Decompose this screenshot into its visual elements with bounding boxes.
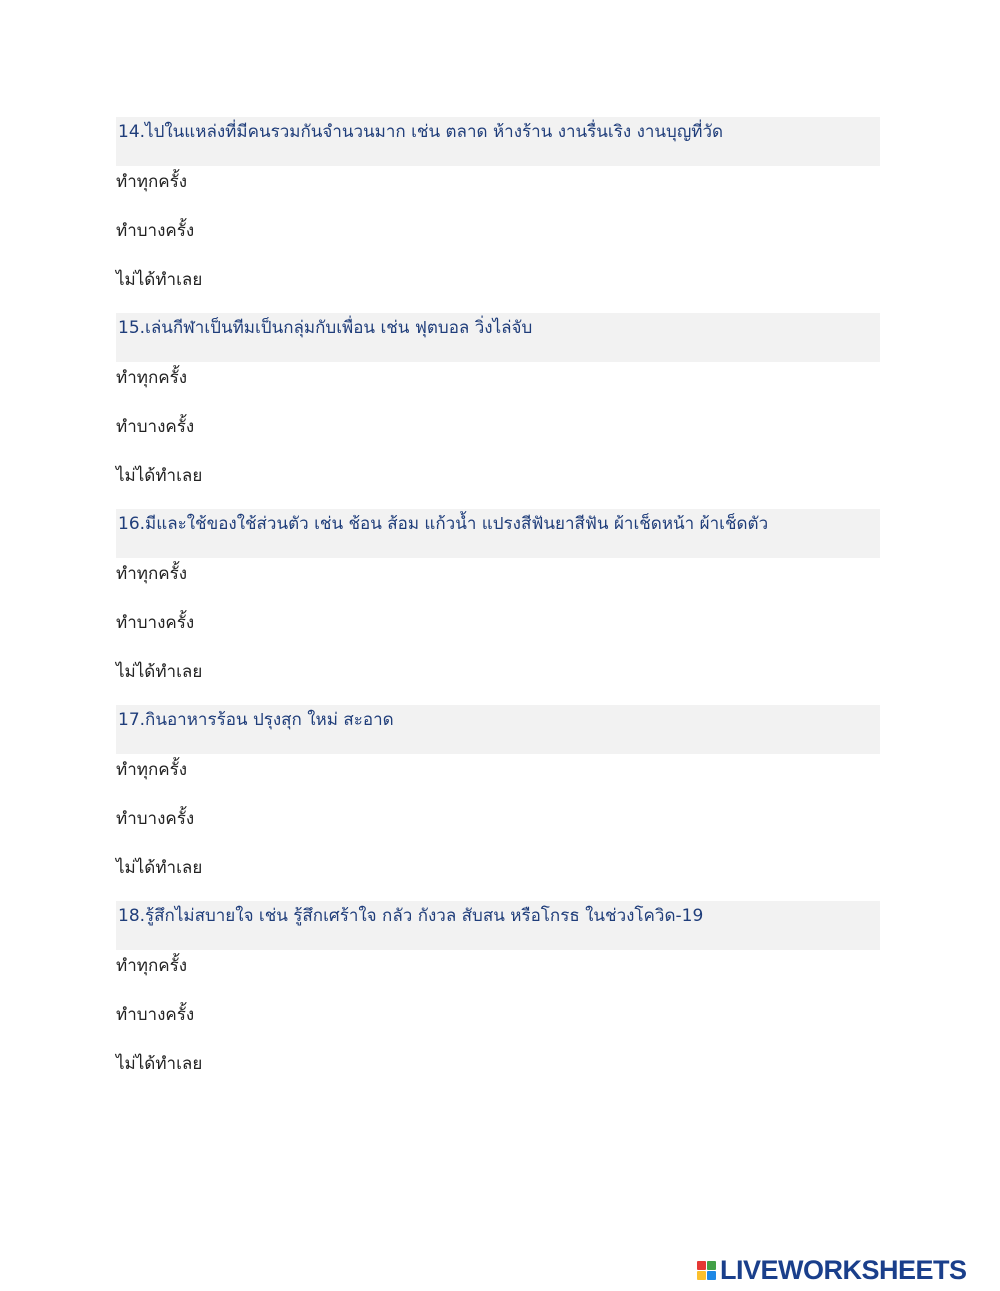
question-18 [116, 901, 880, 1097]
question-text: 14.ไปในแหล่งที่มีคนรวมกันจำนวนมาก เช่น ตลาด ห้างร้าน งานรื่นเริง งานบุญที่วัด [116, 117, 880, 166]
option-sometimes[interactable]: ทำบางครั้ง [116, 1005, 195, 1025]
question-text: 17.กินอาหารร้อน ปรุงสุก ใหม่ สะอาด [116, 705, 880, 754]
option-sometimes[interactable]: ทำบางครั้ง [116, 613, 195, 633]
question-17 [116, 705, 880, 901]
question-text: 18.รู้สึกไม่สบายใจ เช่น รู้สึกเศร้าใจ กลัว กังวล สับสน หรือโกรธ ในช่วงโควิด-19 [116, 901, 880, 950]
liveworksheets-logo-icon [697, 1261, 716, 1280]
option-always[interactable]: ทำทุกครั้ง [116, 172, 188, 192]
question-14 [116, 117, 880, 313]
option-sometimes[interactable]: ทำบางครั้ง [116, 809, 195, 829]
brand-name: LIVEWORKSHEETS [720, 1254, 967, 1285]
option-never[interactable]: ไม่ได้ทำเลย [116, 466, 203, 486]
option-always[interactable]: ทำทุกครั้ง [116, 368, 188, 388]
option-never[interactable]: ไม่ได้ทำเลย [116, 662, 203, 682]
option-always[interactable]: ทำทุกครั้ง [116, 564, 188, 584]
option-always[interactable]: ทำทุกครั้ง [116, 760, 188, 780]
option-always[interactable]: ทำทุกครั้ง [116, 956, 188, 976]
option-sometimes[interactable]: ทำบางครั้ง [116, 221, 195, 241]
liveworksheets-logo [697, 1255, 967, 1285]
question-15 [116, 313, 880, 509]
option-never[interactable]: ไม่ได้ทำเลย [116, 270, 203, 290]
option-sometimes[interactable]: ทำบางครั้ง [116, 417, 195, 437]
worksheet [116, 117, 880, 1097]
question-16 [116, 509, 880, 705]
option-never[interactable]: ไม่ได้ทำเลย [116, 858, 203, 878]
question-text: 15.เล่นกีฬาเป็นทีมเป็นกลุ่มกับเพื่อน เช่น ฟุตบอล วิ่งไล่จับ [116, 313, 880, 362]
option-never[interactable]: ไม่ได้ทำเลย [116, 1054, 203, 1074]
question-text: 16.มีและใช้ของใช้ส่วนตัว เช่น ช้อน ส้อม แก้วน้ำ แปรงสีฟันยาสีฟัน ผ้าเช็ดหน้า ผ้าเช็ดตัว [116, 509, 880, 558]
